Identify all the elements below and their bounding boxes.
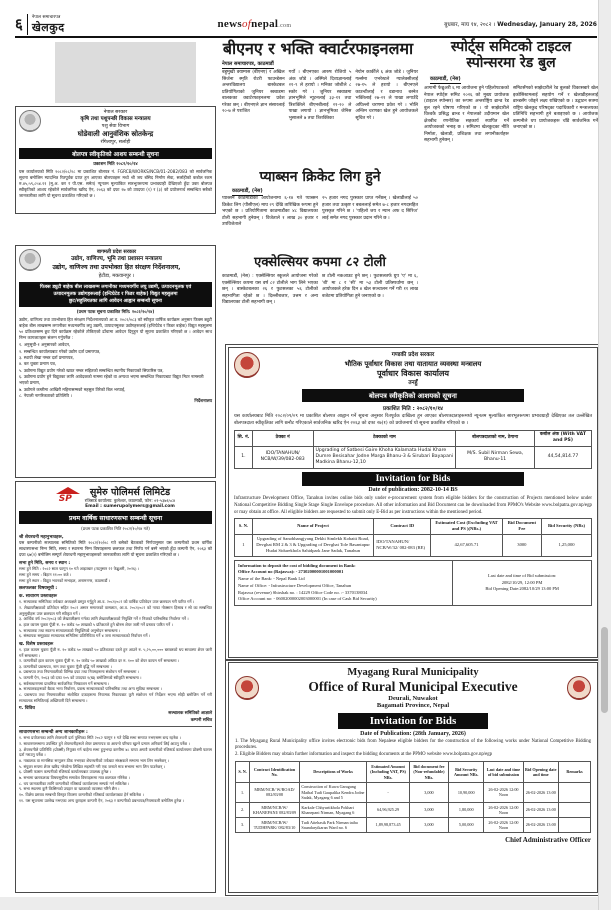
header-date-nepali: बुधबार, माघ १४, २०८२ । (444, 22, 496, 28)
article-pabson-body (222, 196, 418, 252)
notice-livestock-header (45, 110, 186, 146)
agm-meeting-details (19, 566, 212, 583)
info-item: ११. यस सूचनामा उल्लेख नभएका अन्य कुराहरू कम्पनी ऐन, २०६३ र कम्पनीको प्रबन्धपत्र/नियमावली बमोजिम हुनेछ । (19, 797, 184, 803)
table-row (236, 818, 591, 833)
notice-point: 2. Eligible Bidders may obtain further information and inspect the bidding documents at the PPMO website www.bolpatra.gov.np/egp (235, 752, 493, 758)
org-line: कृषि तथा पशुपन्छी विकास मन्त्रालय (80, 116, 151, 123)
table-cell: MRM/NCB/W/ TUDHPARK/ 082/83/10 (250, 818, 300, 833)
org-line: हेटौडा, मकवानपुर । (98, 272, 135, 279)
deadline-line: 2082/10/29, 12:00 PM (501, 579, 543, 585)
agenda-item: ४. हाल कायम चुक्ता पूँजी रु. १० करोड ५० लाखको ५ प्रतिशतले हुने बोनस शेयर जारी गर्ने प्रस्ताव पारित गर्ने । (19, 621, 173, 627)
nepal-govt-emblem-icon (19, 110, 41, 132)
meeting-detail-line: सभा हुने समय : बिहान ११:०० बजे । (19, 571, 72, 577)
header-date-english: Wednesday, January 28, 2026 (497, 21, 597, 28)
article-column: बहुमुखी क्याम्पस (बीएनए) र अखिल सिर्जना स्मृति रोटरी फाउन्डेसन अन्तरविद्यालय बास्केटबल प्रतियोगिताको जुनियर स्क्वाडमा बालकका क्वार्टरफाइनलमा प्रवेश गरेका छन् । बीएनएले ज्ञान संसारलाई २०-७ ले पराजित (222, 70, 285, 115)
table-cell: 42,67,605.71 (431, 534, 502, 556)
page-header (15, 12, 597, 36)
info-item: ४. नाबालक वा मानसिक सन्तुलन ठीक नभएका शेयरधनीको तर्फबाट संरक्षकले सभामा भाग लिन सक्नेछन् । (19, 757, 169, 763)
blank-ad-slot (55, 42, 196, 103)
org-line: बागमती प्रदेश सरकार (96, 249, 137, 255)
agm-title-bar: प्रथम वार्षिक साधारणसभा सम्बन्धी सूचना (19, 511, 212, 524)
company-address: रजिस्टर्ड कार्यालय: कुलेश्वर, काठमाडौं, फोन: ०१-५३७६५८४ (84, 498, 176, 503)
gandaki-award-table (234, 430, 592, 469)
column-header: Bid Security (NRs) (542, 518, 592, 534)
agenda-item: १. हाल कायम चुक्ता पूँजी रु. १० करोड ५० लाखको ५० प्रतिशतका दरले हुन आउने रु. ५,२५,००,००० बराबरको थप साधारण शेयर जारी गर्ने सम्बन्धमा । (19, 646, 212, 658)
agenda-item: २. लेखापरीक्षकको प्रतिवेदन सहित २०८२ असार मसान्तको वासलात, आ.व. २०८१/०८२ को नाफा नोक्सान हिसाब र सो का सम्बन्धित अनुसूचीहरू उपर छलफल गरी स्वीकृत गर्ने । (19, 604, 212, 616)
agm-agenda-b-title: ख. विशेष प्रस्तावहरू (19, 641, 54, 647)
myagang-emblem-right-icon (567, 676, 591, 700)
company-email: Email : sumerupolymers@gmail.com (85, 504, 175, 509)
gandaki-body-english: Infrastructure Development Office, Tanahun invites online bids only under e-procurement system from eligible bidders for the construction of Projects mentioned below under National Competitive Bidding Single Stage Single Envelope procedure. All other information and Bid Document can be downloaded from PPMO's Website www.bolpatra.gov.np/egp or may obtain at office. All eligible bidders are requested to submit only E-Bid as per instructions within the mentioned period. (234, 495, 592, 515)
table-cell: IDO/TANAHUN/ NCB/W/39/082-083 (252, 446, 313, 468)
agm-info-title: साधारणसभा सम्बन्धी अन्य जानकारीहरू : (19, 730, 88, 736)
meeting-detail-line: सभा हुने मिति : २०८२ साल फागुन १० गते आइतबार (तदनुसार २२ फेब्रुअरी, २०२६) । (19, 566, 140, 572)
table-cell: Tudi Aitehasik Park Nirman tatha Saundaryikaran Ward no. 6 (299, 818, 366, 833)
gandaki-bank-info (234, 560, 592, 607)
org-line: Office of Rural Municipal Executive (308, 679, 518, 695)
gandaki-title-bar: बोलपत्र स्वीकृतिको आशयको सूचना (302, 389, 524, 402)
article-column: आगामी फेब्रुअरी ६ मा आयोजना हुने पहिलोपटकको नेपाल स्पोर्ट्स समिट २०२६ को मुख्य प्रायोजक (टाइटल स्पोन्सर) का रूपमा अन्तर्राष्ट्रिय ब्रान्ड रेड बुल रहने घोषणा गरिएको छ । यो साझेदारीले विश्वकै प्रसिद्ध ब्रान्ड र नेपालको उदीयमान खेल क्षेत्रबीच रणनीतिक सहकार्य स्थापित गर्ने आयोजकको भनाइ छ । समिटमा खेलकुदका नीति निर्माता, खेलाडी, प्रशिक्षक तथा लगानीकर्ताहरू सहभागी हुनेछन् । (424, 86, 509, 144)
bank-info-line: Name of Office: - Infrastructure Development Office, Tanahun (238, 582, 352, 588)
myagang-points (235, 739, 591, 760)
byline-text: काठमाडौं, (नेस) (430, 76, 461, 82)
deadline-line: Bid Opening Date:2082/10/29 13:00 PM (485, 586, 559, 592)
info-item: ३. शेयरधनीले प्रतिनिधि (प्रोक्सी) नियुक्त गर्न चाहेमा सभा हुनुभन्दा कम्तीमा ४८ घण्टा अगावै कम्पनीको रजिस्टर्ड कार्यालयमा प्रोक्सी फाराम दर्ता गराउनु पर्नेछ । (19, 746, 212, 758)
table-row (235, 446, 592, 468)
agm-signature-1: सञ्चालक समितिको आज्ञाले (168, 711, 212, 717)
notice-industry-signature: निर्देशनालय (194, 399, 212, 405)
agm-info-list (19, 735, 212, 803)
masthead-section-name: खेलकुद (31, 20, 65, 34)
table-cell: 3,000 (409, 803, 448, 818)
table-cell: Karkale Chhyurtikhola Pokhari Khanepani Nirman, Myagang 6 (299, 803, 366, 818)
org-line: गण्डकी प्रदेश सरकार (391, 352, 435, 358)
table-cell: 26-02-2026 13:00 (523, 818, 559, 833)
header-rule (15, 36, 597, 38)
table-cell: 26-02-2026 12:00 Noon (484, 782, 523, 802)
byline-text: काठमाडौं, (नेस) (232, 188, 263, 194)
logo-part-news: news (217, 18, 242, 30)
sumeru-polymers-logo: SP (56, 487, 80, 507)
viewer-bottom-margin (0, 897, 611, 910)
bank-info-line: Office Account no: - 06002000002003000001 (In case of Cash Bid Security) (238, 596, 377, 602)
bank-info-line: Rajaswa (revenue) Shirshak no. : 14229 Office Code no. :- 3370138034 (238, 589, 368, 595)
article-bna-body (222, 70, 418, 168)
agm-agenda-b-list (19, 647, 212, 704)
article-column: छ टोली नकआउट हुने छन् । फुटसलतर्फ ग्रुप 'ए' मा ६, 'बी' मा ८ र 'सी' मा ५३ टोली प्रतिस्पर्धामा छन् । आयोजकले हरेक दिन ४ खेल सञ्चालन गर्ने गरी ११ लाख बजेटमा प्रतियोगिता हुने जनाएको छ । (322, 274, 418, 299)
notice-industry-date: (प्रथम पटक सूचना प्रकाशित मिति: २०८२/१०/१४) (76, 309, 155, 315)
agenda-item: ८. प्रबन्धपत्र तथा नियमावलीका संशोधित दफाहरूमा नियामक निकायबाट कुनै संशोधन गर्न निर्देशन भएमा सोही बमोजिम गर्ने गरी सञ्चालक समितिलाई अख्तियारी दिने सम्बन्धमा । (19, 692, 212, 703)
bank-info-line: Name of the Bank: - Nepal Bank Ltd (238, 576, 305, 582)
newsofnepal-logo (218, 18, 292, 30)
table-row (236, 803, 591, 818)
agenda-item: ६. संस्थापक समूहबाट सञ्चालक समितिमा प्रतिनिधित्व गर्ने ४ जना सञ्चालकको निर्वाचन गर्ने । (19, 633, 151, 639)
article-redbull-body (424, 86, 598, 340)
article-column: नेयोन कार्कीले ६ अंक जोडे । जुनियर गर्ल्समा एभरेस्टले ग्यालेक्सीलाई २७-१५ ले हरायो । बीएनएले काउन्टीलाई र वडानाथ बस्नेत भक्तिलाई २७-२१ ले पाखा लगाउँदै अघिल्लो चरणमा प्रवेश गरे । भोलि अन्तिम चरणका खेल हुने आयोजकले सूचित गरे । (355, 70, 419, 121)
myagang-ifb-bar: Invitation for Bids (338, 713, 488, 729)
gandaki-body-nepali: यस कार्यालयबाट मिति २०८२/०९/०९ मा प्रकाशित बोलपत्र आह्वान गर्ने सूचना अनुसार रितपूर्वक दाखिला हुन आएका बोलपत्रदाताहरूमध्ये न्यूनतम मूल्यांकित सारभूतरूपमा प्रभावग्राही देखिएका तल उल्लेखित बोलपत्रदाता स्वीकृतिका लागि छनौट गरिएकाले सार्वजनिक खरिद ऐन २०६३ को दफा २७(१) को प्रयोजनार्थ यो सूचना प्रकाशित गरिएको छ । (234, 414, 592, 426)
notice-industry-box (15, 245, 216, 478)
org-line: घोडेवाली आनुवंशिक स्रोतकेन्द्र (77, 130, 154, 139)
org-line: तनहुँ (408, 379, 418, 386)
article-redbull-headline (424, 40, 598, 71)
info-item: १. सभा प्रयोजनका लागि शेयरधनी दर्ता पुस्तिका मिति २०८२ फागुन १ गते देखि सभा समाप्त नभएसम्म बन्द रहनेछ । (19, 735, 181, 741)
column-header: Bid Security Amount NRs. (448, 762, 484, 782)
table-cell: 3. (236, 818, 250, 833)
title-bar-line: छुट/सहुलियतका लागि आवेदन आह्वान सम्बन्धी सूचना (69, 298, 162, 304)
table-cell: 26-02-2026 13:00 (523, 782, 559, 802)
column-header: Remarks (559, 762, 591, 782)
table-cell: Construction of Kuwa Garagang Maibal Tudi Gaupalika Kendra Jodne Sadak, Myagang 6 and 5 (299, 782, 366, 802)
requirement-item: २. सम्बन्धित कार्यालयबाट गरेको उद्योग दर्ता प्रमाणपत्र, (19, 348, 101, 354)
province-govt-emblem-icon (19, 249, 41, 271)
byline-text: नेपाल समाचारपत्र, काठमाडौं (222, 61, 274, 67)
notice-livestock-date: प्रकाशन मिति २०८२/१०/१४ (93, 162, 138, 168)
org-line: रंगिलापुर, सर्लाही (100, 139, 131, 145)
meeting-detail-line: सभा हुने स्थान : विद्युत भवनको सभाहल, अनामनगर, काठमाडौं । (19, 577, 111, 583)
article-column: काठमाडौं, (नेस) : एक्सेल्सियर स्कूलले आयोजना गरेको एक्सेल्सियर कपमा यस वर्ष ८२ टोलीले भाग लिने भएका छन् । बास्केटबलका २६ र फुटसलका ५६ टोलीको सहभागिता रहेको छ । दिल्लीबजार, उत्तम र अन्य विद्यालयका टोली सहभागी छन् । (222, 274, 318, 306)
table-cell: 64,96,925.29 (367, 803, 410, 818)
title-bar-line: उत्पादनमूलक उद्योगहरूलाई (इन्टिग्रेटेड र फिडर बाहेक) विद्युत महसुलमा (53, 291, 178, 297)
table-cell: 1. (236, 782, 250, 802)
bank-info-line: Office Account no (Rajaswa): - 27302000001001000001 (238, 569, 344, 575)
masthead-stack (27, 14, 65, 35)
article-column: गर्यो । बीएनएका आरुष रोजियो ५ अंक जोडे । अस्मिले दिव्यज्ञानलाई २१-९ ले हरायो । मनिका जोशीले ८ स्कोर गरे । जुनियर स्क्वाडमा ज्ञानभूमिले न्यूटनलाई ३३-११ तथा त्रिशक्तिले बीएनबीलाई २१-२० ले पाखा लगायो । ज्ञानभूमिका जेनिस भुसालले ७ तथा त्रिशक्तिका (288, 70, 352, 121)
table-cell: M/S. Subil Nirman Sewa, Bhanu-11 (456, 446, 535, 468)
gandaki-govt-emblem-icon (234, 352, 260, 378)
agm-meeting-title: सभा हुने मिति, समय र स्थान : (19, 561, 71, 567)
headline-line-1: स्पोर्ट्स समिटको टाइटल (450, 39, 572, 55)
headline-line-2: स्पोन्सरमा रेड बुल (466, 54, 556, 71)
info-item: ९. सभा स्थलमा कुनै किसिमको उपहार वा खाजाको व्यवस्था गरिने छैन । (19, 786, 120, 792)
org-line: Deurali, Nuwakot (388, 694, 438, 702)
article-excelsior-headline: एक्सेल्सियर कपमा ८२ टोली (254, 255, 386, 270)
myagang-signature: Chief Administrative Officer (505, 835, 591, 844)
column-header: Estimated Amount (Including VAT, PS) NRs. (367, 762, 410, 782)
article-pabson-byline (232, 188, 263, 196)
notice-point: 1. The Myagang Rural Municipality office invites electronic bids from Nepalese eligible bidders for the construction of the following works under National Competitive Bidding procedures. (235, 738, 591, 751)
table-cell: 26-02-2026 13:00 (523, 803, 559, 818)
agenda-item: ७. सञ्चालकहरूको बैठक भत्ता निर्धारण, प्रबन्ध सञ्चालकको पारिश्रमिक तथा अन्य सुविधा सम्बन्धमा । (19, 686, 163, 692)
agm-signature-2: कम्पनी सचिव (190, 717, 212, 723)
org-line: उद्योग, वाणिज्य, भूमि तथा प्रशासन मन्त्रालय (71, 256, 162, 262)
article-excelsior-body (222, 274, 418, 340)
table-cell: 44,54,814.77 (534, 446, 591, 468)
column-header: ठेक्काको नाम (313, 430, 456, 446)
org-line: Bagamati Province, Nepal (376, 702, 450, 710)
deadline-line: Last date and time of Bid submission: (487, 572, 557, 578)
agenda-item: ४. प्रबन्धपत्र तथा नियमावलीको विभिन्न दफा तथा नियमहरूमा संशोधन गर्ने सम्बन्धमा । (19, 669, 140, 675)
table-cell: IDO/TANAHUN/ NCB/W/32/ 082-083 (RE) (374, 534, 431, 556)
agm-agenda-title: छलफलका विषयसूची : (19, 586, 58, 592)
requirement-item: १. अनुसूची-१ अनुसारको आवेदन, (19, 342, 71, 348)
column-header: Contract ID (374, 518, 431, 534)
notice-livestock-title-bar: बोलपत्र स्वीकृतिको आशय सम्बन्धी सूचना (19, 148, 212, 159)
column-header: Name of Project (252, 518, 373, 534)
article-redbull-byline (430, 76, 461, 84)
table-cell: 1. (235, 446, 253, 468)
column-header: Bid document fee (Non-refundable) NRs. (409, 762, 448, 782)
column-header: Bid Document Fee (502, 518, 541, 534)
agm-divider (19, 726, 212, 727)
table-cell: 26-02-2026 12:00 Noon (484, 818, 523, 833)
table-cell: Upgrading of Satbesi Gaire Khoha Kalamata Hudai Khare Dumre Besisahar Jodne Marga Bhanu-3 & Sirubari Bayapani Madkina Bhanu-12,10 (313, 446, 456, 468)
column-header: Bid Opening date and time (523, 762, 559, 782)
column-header: Contract Identification No. (250, 762, 300, 782)
table-row (236, 782, 591, 802)
title-bar-line: फिक्स ड्युटी बाहेक बीस लाखसम्म लगानीका मध्यमवर्गीय लघु उद्यमी, उत्पादनमूलक एवं (39, 284, 192, 290)
agm-publish-date: (प्रथम पटक प्रकाशित मिति २०८२/१०/१४ गते) (81, 526, 150, 531)
org-line: नेपाल सरकार (103, 110, 128, 115)
myagang-ifb-box (228, 662, 598, 893)
column-header: Descriptions of Works (299, 762, 366, 782)
notice-livestock-body: यस कार्यालयको मिति २०८२/०८/२८ मा प्रकाशित बोलपत्र नं. FGRCB/WORKS/NCB/01-2082/083 को सार्वजनिक सूचना बमोजिम म्यादभित्र रितपूर्वक प्राप्त हुन आएका बोलपत्रहरू मध्ये श्री जय बंसिद निर्माण सेवा, सर्लाहीको कबोल रकम रु.४५,५९,८५४.११ (मू.अ. कर र पी.एस. समेत) न्यूनतम मूल्यांकित सारभूतरूपमा प्रभावग्राही देखिएको हुँदा उक्त बोलपत्र स्वीकृतिको आशय रहेकोले सार्वजनिक खरिद ऐन, २०६३ को दफा २७ को उपदफा (१) र (३) को प्रयोजनार्थ सम्बन्धित सबैको जानकारीका लागि यो सूचना प्रकाशित गरिएको छ । (19, 168, 212, 199)
bank-info-title: Information to deposit the cost of bidding document in Bank: (238, 562, 356, 568)
myagang-emblem-left-icon (235, 676, 259, 700)
viewer-scrollbar-track[interactable] (598, 0, 611, 910)
table-cell: 1,89,98,873.45 (367, 818, 410, 833)
info-item: ५. संयुक्त रूपमा शेयर खरिद गरेकोमा लिखित सहमति गरी एक जनाले मात्र सभामा भाग लिन पाउनेछन् । (19, 763, 165, 769)
notice-industry-requirements (19, 342, 212, 399)
table-cell: 26-02-2026 12:00 Noon (484, 803, 523, 818)
requirement-item: ८. नेपाली नागरिकताको प्रतिलिपि । (19, 392, 72, 398)
column-header: बोलपत्रदाताको नाम, ठेगाना (456, 430, 535, 446)
table-cell: 1 (235, 534, 253, 556)
info-item: २. साधारणसभामा उपस्थित हुने शेयरधनीहरूले शेयर प्रमाणपत्र वा आफ्नो परिचय खुल्ने प्रमाण अनिवार्य लिई आउनु पर्नेछ । (19, 740, 190, 746)
header-date (444, 20, 597, 28)
gandaki-ifb-box (228, 347, 598, 658)
agm-salutation: श्री शेयरधनी महानुभावहरू, (19, 535, 64, 540)
org-line: पशु सेवा विभाग (101, 123, 130, 129)
info-item: १०. विशेष प्रस्ताव सम्बन्धी विस्तृत विवरण कम्पनीको रजिस्टर्ड कार्यालयबाट हेर्न सकिनेछ । (19, 791, 144, 797)
table-cell (559, 818, 591, 833)
gandaki-bid-table (234, 518, 592, 557)
company-name: सुमेरु पोलिमर्स लिमिटेड (89, 487, 171, 498)
table-cell: MRM/NCB/W/ KHANEPANI/ 082/83/09 (250, 803, 300, 818)
table-cell: 1,25,000 (542, 534, 592, 556)
agm-agenda-c: ग. विविध (19, 706, 35, 712)
table-cell: 5,00,000 (448, 818, 484, 833)
info-item: ७. सभामा छलफलका विषयसूचीमा समावेश विषयहरूमा मात्र छलफल गरिनेछ । (19, 774, 130, 780)
article-column: प्याब्सन काठमाडौंको आयोजनामा ६-१४ गते प्याब्सन क्रिकेट लिग (पीसीएल) माघ २९ देखि तारिखिक रूपमा हुने भएको छ । प्रतियोगितामा काठमाडौंका ४८ विद्यालयका टोली सहभागी हुनेछन् । विजेताले १ लाख ३० हजार र उपविजेताले (222, 196, 318, 228)
myagang-header (265, 667, 561, 710)
table-cell: - (367, 782, 410, 802)
column-header: कबोल अंक (With VAT and PS) (534, 430, 591, 446)
org-line: Myagang Rural Municipality (347, 667, 479, 678)
table-cell: 3000 (502, 534, 541, 556)
agenda-item: २. कम्पनीको हाल कायम चुक्ता पूँजी रु. १० करोड ५० लाखको अंकित दर रु. १०० को शेयर कायम गर्ने सम्बन्धमा । (19, 658, 180, 664)
column-header: ठेक्का नं (252, 430, 313, 446)
myagang-publication-date: Date of Publication: (28th January, 2026) (360, 730, 466, 737)
logo-part-of: of (241, 18, 252, 30)
agenda-item: ३. आर्थिक वर्ष २०८२/०८३ को लेखापरीक्षण गर्नका लागि लेखापरीक्षकको नियुक्ति गर्ने र निजको पारिश्रमिक निर्धारण गर्ने । (19, 616, 189, 622)
notice-industry-title-bar (19, 282, 212, 308)
gandaki-header (266, 352, 560, 387)
notice-industry-header (45, 249, 188, 280)
article-column: २५ हजार नगद पुरस्कार प्राप्त गर्नेछन् । खेलाडीलाई ५० हजार तथा उत्कृष्ट र बबललाई समेत ७-८ हजार नगदसहित पुरस्कृत गरिने छ । 'पहिलो जय र म्यान अफ द सिरिज' लाई समेत नगद पुरस्कार प्रदान गरिने छ । (322, 196, 418, 221)
table-cell: 10,90,000 (448, 782, 484, 802)
table-row (235, 534, 592, 556)
masthead (15, 14, 65, 35)
column-header: S. N. (236, 762, 250, 782)
agm-body: यस कम्पनीको सञ्चालक समितिको मिति २०८२/१०/०८ गते बसेको बैठकको निर्णयानुसार यस कम्पनीको प्रथम वार्षिक साधारणसभा निम्न मिति, समय र स्थानमा निम्न विषयहरूमा छलफल तथा निर्णय गर्न बस्ने भएको हुँदा कम्पनी ऐन, २०६३ को दफा ६७(२) बमोजिम सम्पूर्ण शेयरधनी महानुभावहरूको जानकारीका लागि यो सूचना प्रकाशित गरिएको छ । (19, 540, 212, 558)
gandaki-date: प्रकाशित मिति : २०८२/१०/१४ (383, 406, 443, 413)
table-cell: MRM/NCB/ W/ROAD/ 082/83/08 (250, 782, 300, 802)
agenda-item: ६. सर्वसाधारणमा प्राथमिक सार्वजनिक निष्काशन गर्ने सम्बन्धमा । (19, 680, 110, 686)
masthead-paper-name: नेपाल समाचारपत्र (31, 14, 61, 20)
article-bna-byline (222, 61, 274, 69)
article-bna-headline: बीएनए र भक्ति क्वार्टरफाइनलमा (222, 39, 414, 58)
column-header: S. N. (235, 518, 253, 534)
table-cell: 3,000 (409, 818, 448, 833)
org-line: उद्योग, वाणिज्य तथा उपभोक्ता हित संरक्षण निर्देशनालय, (52, 263, 181, 271)
article-pabson-headline: प्याब्सन क्रिकेट लिग हुने (259, 169, 381, 185)
myagang-bid-table (235, 761, 591, 833)
agm-notice-box (15, 481, 216, 893)
gandaki-publication-date: Date of publication: 2082-10-14 BS (368, 486, 458, 493)
page-number: ६ (15, 15, 23, 33)
table-cell (559, 782, 591, 802)
requirement-item: ७. उद्योगले कम्तीमा आखिरी महिनासम्मको महसुल तिरेको बिल भरपाई, (19, 386, 126, 392)
agenda-item: १. सञ्चालक समितिका तर्फबाट अध्यक्षले प्रस्तुत गर्नुहुने आ.व. २०८१/०८२ को वार्षिक प्रतिवेदन उपर छलफल गरी पारित गर्ने । (19, 599, 195, 605)
column-header: सि. नं. (235, 430, 253, 446)
table-cell: 1,80,000 (448, 803, 484, 818)
requirement-item: ३. स्थायी लेखा नम्बर दर्ता प्रमाणपत्र, (19, 355, 74, 361)
agm-agenda-a-list (19, 599, 212, 639)
agenda-item: ५. सञ्चालक तथा स्वतन्त्र सञ्चालकको नियुक्तिको अनुमोदन सम्बन्धमा । (19, 627, 121, 633)
agm-agenda-a-title: क. साधारण प्रस्तावहरू (19, 594, 57, 600)
agenda-item: ५. कम्पनी ऐन, २०६३ को दफा १०५ को उपदफा १(ख) बमोजिमको स्वीकृति सम्बन्धमा । (19, 675, 142, 681)
notice-industry-body: उद्योग, वाणिज्य तथा उपभोक्ता हित संरक्षण निर्देशनालयको आ.व. २०८२/०८३ को स्वीकृत वार्षिक कार्यक्रम अनुसार फिक्स ड्युटी बाहेक बीस लाखसम्म लगानीका मध्यमवर्गीय लघु उद्यमी, उत्पादनमूलक उद्योगहरूलाई (इन्टिग्रेटेड र फिडर बाहेक) विद्युत महसुलमा ५० प्रतिशतसम्म छुट दिने कार्यक्रम रहेकोले तोकिएको ढाँचामा आवेदन दिनुहुन यो सूचना प्रकाशित गरिएको छ । आवेदन साथ निम्न कागजातहरू संलग्न गर्नुपर्नेछ : (19, 316, 212, 340)
requirement-item: ४. कर चुक्ता प्रमाण पत्र, (19, 361, 57, 367)
bank-info-left (235, 561, 452, 606)
requirement-item: ५. उद्योगमा विद्युत प्रयोग गरेको खपत नम्बर सहितको सम्बन्धित स्थानीय निकायको सिफारिस पत्र, (19, 367, 164, 373)
bid-deadline-cell (452, 561, 591, 606)
agenda-item: ३. कम्पनीको प्रबन्धपत्र, नाम तथा चुक्ता पूँजी वृद्धि गर्ने सम्बन्धमा । (19, 663, 112, 669)
info-item: ६. प्रोक्सी फाराम कम्पनीको रजिस्टर्ड कार्यालयबाट उपलब्ध हुनेछ । (19, 769, 112, 775)
table-cell: 3,000 (409, 782, 448, 802)
scrollbar-thumb[interactable] (601, 627, 608, 713)
column-header: Last date and time of bid submission (484, 762, 523, 782)
column-header: Estimated Cost (Excluding VAT and PS )(NRs.) (431, 518, 502, 534)
org-line: भौतिक पूर्वाधार विकास तथा यातायात व्यवस्था मन्त्रालय (344, 359, 482, 368)
notice-livestock-box (15, 106, 216, 214)
logo-part-nepal: nepal (251, 18, 279, 30)
logo-part-com: .com (278, 23, 292, 29)
table-cell: Upgrading of Sanobhangjyang Dekhi Simlekh Kobaiti Road, Devghat RM 2 & 3 & Upgrading of Devghat Tole Basantapur Hudai Sidurekhola Sahidpark Jane Sadak, Tanahun (252, 534, 373, 556)
requirement-item: ६. उद्योगमा प्रयोग हुने विद्युतका लागि आवेदकको नाममा रहेको वा अन्यथा भएमा सम्बन्धित निकायबाट विद्युत मिटर नामसारी भएको प्रमाण, (19, 373, 204, 386)
gandaki-ifb-bar: Invitation for Bids (302, 472, 524, 486)
article-column: समिटसँगको साझेदारीले रेड बुलको विकासबारे खेल इकोसिस्टमलाई सहयोग गर्ने र खेलाडीहरूलाई ब्रान्डसँग जोड्ने लक्ष्य राखिएको छ । उद्घाटन सत्रमा राष्ट्रिय खेलकुद परिषद्का पदाधिकारी र मन्त्रालयका प्रतिनिधि सहभागी हुने बताइएको छ । आयोजक कम्पनीले थप प्रायोजकहरू चाँडै सार्वजनिक गर्ने जनाएको छ । (513, 86, 598, 131)
org-line: पूर्वाधार विकास कार्यालय (376, 368, 450, 378)
table-cell: 2. (236, 803, 250, 818)
table-cell (559, 803, 591, 818)
info-item: ८. थप जानकारीका लागि कम्पनीको रजिस्टर्ड कार्यालयमा सम्पर्क गर्न सकिनेछ । (19, 780, 130, 786)
